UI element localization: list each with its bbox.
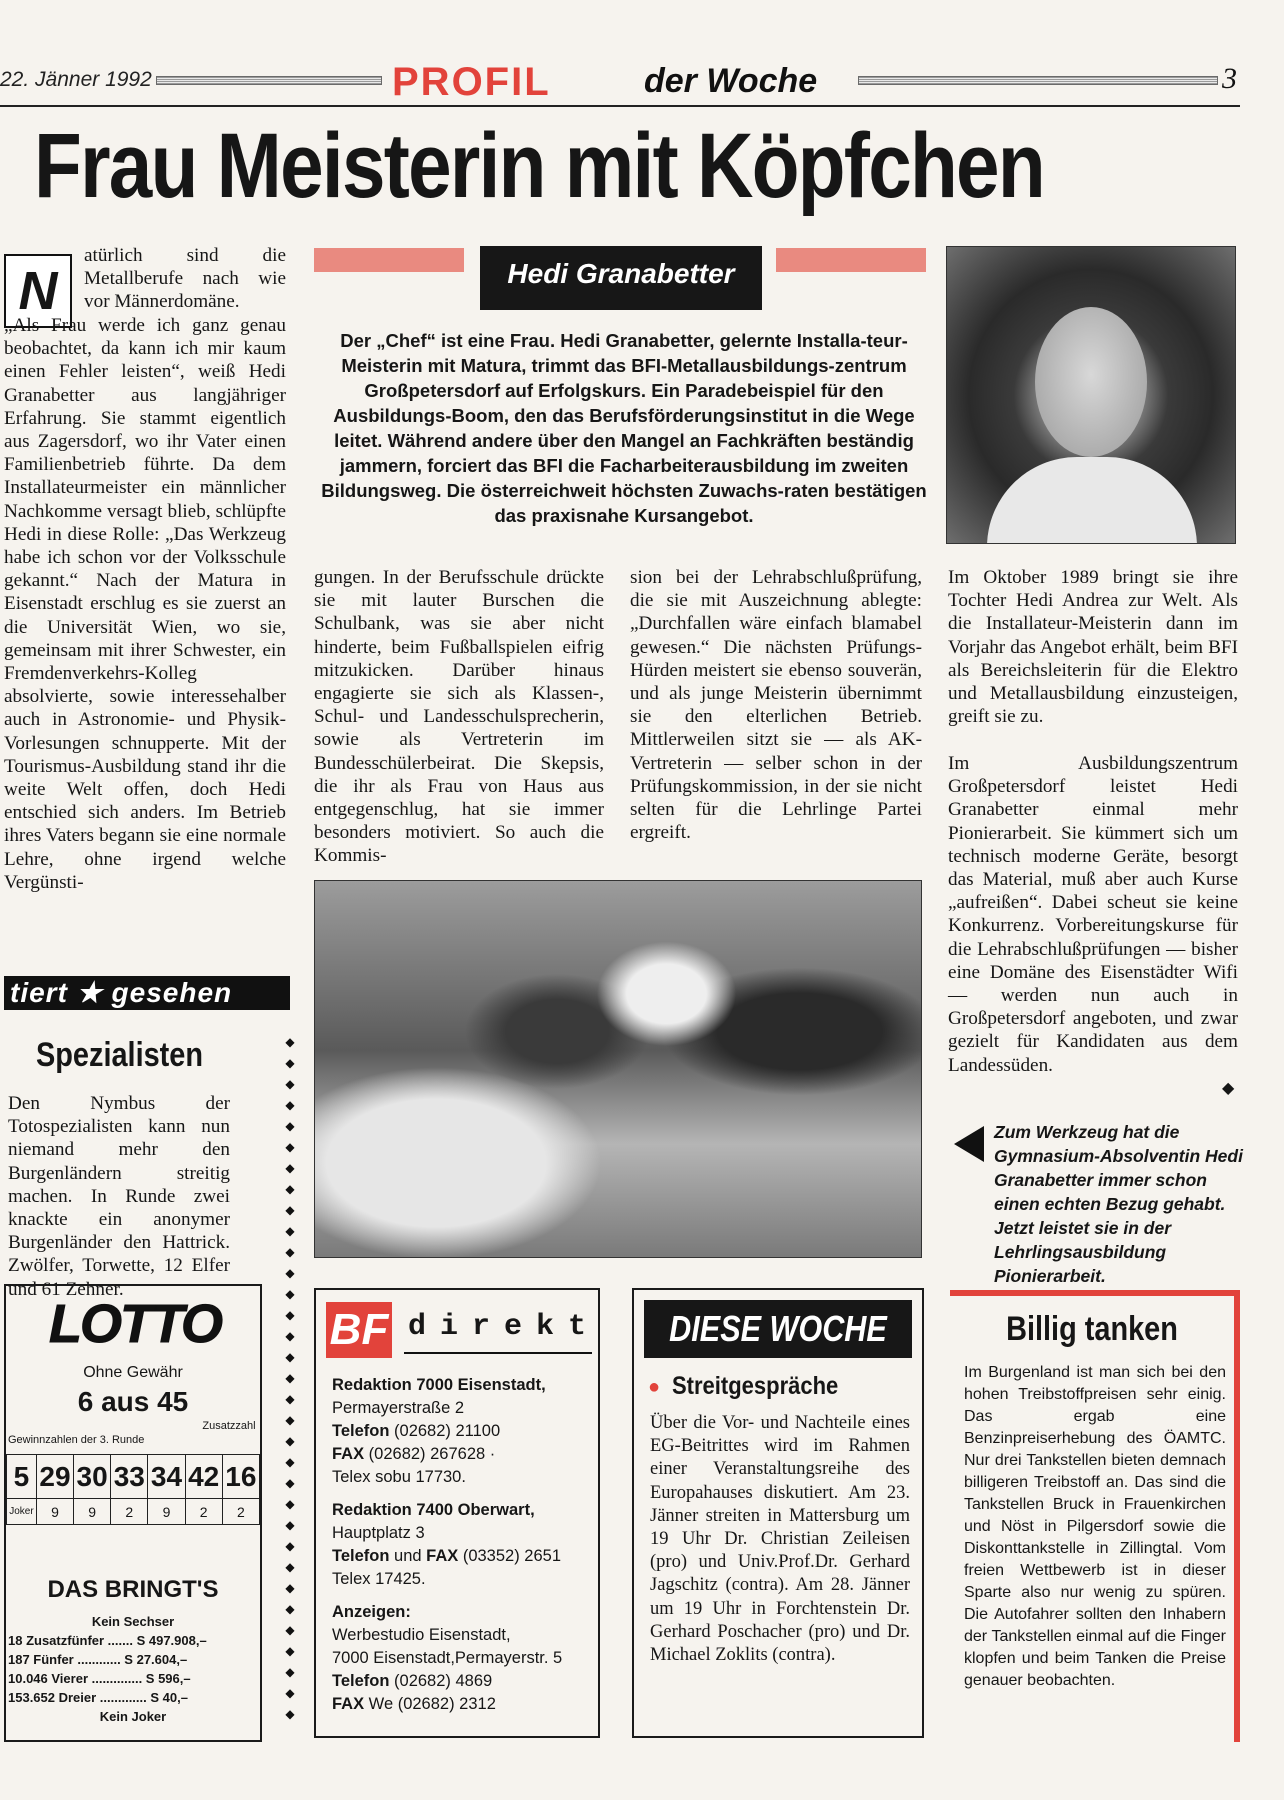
page-number: 3 (1222, 62, 1237, 95)
column-3: sion bei der Lehrabschlußprüfung, die sie mit Auszeichnung ablegte: „Durchfallen wäre einfach blamabel gewesen.“ Die nächsten Prüfungs-Hürden meistert sie ebenso souverän, und als junge Meisterin übernimmt sie den elterlichen Betrieb. Mittlerweilen sitzt sie — als AK-Vertreterin — selber schon in der Prüfungskommission, in der sie nicht selten für die Lehrlinge Partei ergreift. (630, 567, 922, 844)
sidebar-kicker: tiert ★ gesehen (4, 976, 290, 1010)
sidebar-text: Den Nymbus der Totospezialisten kann nun niemand mehr den Burgenländern streitig machen. In Runde zwei knackte ein anonymer Burgenländer den Hattrick. Zwölfer, Torwette, 12 Elfer und 61 Zehner. (8, 1093, 230, 1300)
payout-title: DAS BRINGT'S (47, 1576, 219, 1603)
lotto-game: 6 aus 45 (77, 1386, 189, 1417)
column-1: „Als Frau werde ich ganz genau beobachtet, da kann ich mir kaum einen Fehler leisten“, weiß Hedi Granabetter aus langjähriger Erfahrung. Sie stammt eigentlich aus Zagersdorf, wo ihr Vater einen Familienbetrieb führte. Da dem Installateurmeister ein männlicher Nachkomme versagt blieb, schlüpfte Hedi in diese Rolle: „Das Werkzeug habe ich schon vor der Volksschule gekannt.“ Nach der Matura in Eisenstadt erschlug es sie zuerst an die Universität Wien, wo sie, gemeinsam mit ihrer Schwester, ein Fremdenverkehrs-Kolleg absolvierte, sowie interessehalber auch in Astronomie- und Physik-Vorlesungen schnupperte. Mit der Tourismus-Ausbildung stand ihr die weite Welt offen, doch Hedi entschied sich anders. Im Betrieb ihres Vaters begann sie eine normale Lehre, ohne irgend welche Vergünsti- (4, 315, 286, 893)
section-brand: PROFIL (392, 60, 551, 104)
lotto-logo: LOTTO (49, 1294, 221, 1354)
diese-woche-text: Über die Vor- und Nachteile eines EG-Beitrittes wird im Rahmen einer Veranstaltungsreihe des Europahauses diskutiert. Am 23. Jänner streiten in Mattersburg um 19 Uhr Dr. Christian Zeileisen (pro) und Univ.Prof.Dr. Gerhard Jagschitz (contra). Am 28. Jänner um 19 Uhr in Forchtenstein Dr. Gerhard Poschacher (pro) und Dr. Michael Zoklits (contra). (650, 1413, 910, 1666)
lotto-number: 33 (111, 1455, 148, 1499)
joker-digit: 9 (148, 1499, 185, 1525)
portrait-photo (946, 246, 1236, 544)
photo-caption: Zum Werkzeug hat die Gymnasium-Absolventin Hedi Granabetter immer schon einen echten Bezug gehabt. Jetzt leistet sie in der Lehrlingsausbildung Pionierarbeit. (994, 1122, 1243, 1286)
joker-digit: 9 (74, 1499, 111, 1525)
header-underline (0, 105, 1240, 107)
portrait-face (1035, 307, 1147, 457)
billig-tanken-text: Im Burgenland ist man sich bei den hohen Treibstoffpreisen sehr einig. Das ergab eine Benzinpreiserhebung des ÖAMTC. Nur drei Tankstellen bieten demnach billigeren Treibstoff an. Das sind die Tankstellen Bruck in Frauenkirchen und Nöst in Pilgersdorf sowie die Diskonttankstelle in Zillingtal. Vom freien Wettbewerb ist in dieser Sparte also nur wenig zu spüren. Die Autofahrer sollten den Inhabern der Tankstellen einmal auf die Finger klopfen und beim Tanken die Preise genauer beobachten. (964, 1364, 1226, 1689)
column-1-first: atürlich sind die Metallberufe nach wie vor Männerdomäne. (84, 245, 286, 313)
lotto-numbers (6, 1454, 260, 1525)
lotto-number: 42 (185, 1455, 222, 1499)
lotto-box (4, 1284, 262, 1742)
section-sub: der Woche (644, 62, 818, 100)
payout-line: Kein Sechser (91, 1614, 175, 1629)
joker-digit: 2 (185, 1499, 222, 1525)
drop-cap: N (4, 254, 72, 328)
billig-tanken-title: Billig tanken (1006, 1310, 1178, 1348)
payout-line: 153.652 Dreier ............. S 40,– (8, 1690, 188, 1705)
name-banner (480, 246, 762, 310)
bullet-icon: ● (648, 1376, 661, 1398)
joker-digit: 2 (111, 1499, 148, 1525)
bf-word: direkt (408, 1310, 601, 1344)
lotto-round-label: Gewinnzahlen der 3. Runde (8, 1434, 145, 1446)
article-headline: Frau Meisterin mit Köpfchen (34, 115, 1044, 217)
sidebar-title: Spezialisten (36, 1036, 204, 1074)
diese-woche-heading: Streitgespräche (672, 1372, 839, 1400)
billig-tanken-side-bar (1234, 1290, 1240, 1742)
banner-red-left (314, 248, 464, 272)
article-lead: Der „Chef“ ist eine Frau. Hedi Granabetter, gelernte Installa-teur-Meisterin mit Matura, trimmt das BFI-Metallausbildungs-zentrum Großpetersdorf auf Erfolgskurs. Ein Paradebeispiel für den Ausbildungs-Boom, den das Berufsförderungsinstitut in die Wege leitet. Während andere über den Mangel an Fachkräften beständig jammern, forciert das BFI die Facharbeiterausbildung im zweiten Bildungsweg. Die österreichweit höchsten Zuwachs-raten bestätigen das praxisnahe Kursangebot. (321, 330, 927, 526)
workshop-photo (314, 880, 922, 1258)
portrait-shoulders (987, 457, 1197, 544)
lotto-bonus-number: 16 (222, 1455, 259, 1499)
diese-woche-title-bar: DIESE WOCHE (644, 1300, 912, 1358)
joker-digit: 9 (36, 1499, 73, 1525)
name-banner-text: Hedi Granabetter (507, 258, 735, 289)
bf-logo: BF (326, 1302, 392, 1358)
bf-block: Anzeigen: Werbestudio Eisenstadt, 7000 Eisenstadt,Permayerstr. 5 Telefon (02682) 4869 FAX We (02682) 2312 (332, 1603, 563, 1713)
column-4b: Im Ausbildungszentrum Großpetersdorf leistet Hedi Granabetter einmal mehr Pionierarbeit. Sie kümmert sich um technisch moderne Geräte, besorgt das Material, muß aber auch Kurse „aufreißen“. Dabei scheut sie keine Konkurrenz. Vorbereitungskurse für die Lehrabschlußprüfungen — bisher eine Domäne des Eisenstädter Wifi — werden nun auch in Großpetersdorf angeboten, und zwar gezielt für Kandidaten aus dem Landessüden. (948, 753, 1238, 1076)
bf-block: Redaktion 7400 Oberwart, Hauptplatz 3 Telefon und FAX (03352) 2651 Telex 17425. (332, 1501, 561, 1588)
lotto-number: 30 (74, 1455, 111, 1499)
bf-rule (404, 1352, 592, 1354)
lotto-number: 29 (36, 1455, 73, 1499)
caption-arrow (954, 1126, 984, 1162)
payout-list (8, 1612, 258, 1726)
joker-digit: 2 (222, 1499, 259, 1525)
payout-line: 18 Zusatzfünfer ....... S 497.908,– (8, 1633, 207, 1648)
payout-line: 187 Fünfer ............ S 27.604,– (8, 1652, 188, 1667)
banner-red-right (776, 248, 926, 272)
lotto-number: 34 (148, 1455, 185, 1499)
header-rule-left (156, 76, 382, 85)
billig-tanken-top-bar (950, 1290, 1240, 1296)
diamond-divider: ◆ ◆ ◆ ◆ ◆ ◆ ◆ ◆ ◆ ◆ ◆ ◆ ◆ ◆ ◆ ◆ ◆ ◆ ◆ ◆ ◆ ◆ ◆ ◆ ◆ ◆ ◆ ◆ ◆ ◆ ◆ ◆ ◆ (285, 1035, 295, 1721)
bf-block: Redaktion 7000 Eisenstadt, Permayerstraße 2 Telefon (02682) 21100 FAX (02682) 267628 · Telex sobu 17730. (332, 1376, 546, 1486)
end-mark: ◆ (1222, 1080, 1235, 1097)
lotto-disclaimer: Ohne Gewähr (83, 1364, 183, 1381)
lotto-bonus-label: Zusatzzahl (202, 1420, 256, 1432)
payout-line: 10.046 Vierer .............. S 596,– (8, 1671, 191, 1686)
column-4: Im Oktober 1989 bringt sie ihre Tochter Hedi Andrea zur Welt. Als die Installateur-Meisterin dann im Vorjahr das Angebot erhält, beim BFI als Bereichsleiterin für die Elektro und Metallausbildung einzusteigen, greift sie zu. (948, 567, 1238, 728)
payout-line: Kein Joker (99, 1709, 167, 1724)
lotto-number: 5 (7, 1455, 37, 1499)
diese-woche-box (632, 1288, 924, 1738)
page-header (0, 60, 1284, 110)
header-rule-right (858, 76, 1218, 85)
bf-contacts (332, 1374, 596, 1716)
billig-tanken-box (950, 1290, 1240, 1742)
column-2: gungen. In der Berufsschule drückte sie mit lauter Burschen die Schulbank, was sie aber nicht hinderte, beim Fußballspielen eifrig mitzukicken. Darüber hinaus engagierte sie sich als Klassen-, Schul- und Landesschulsprecherin, sowie als Vertreterin im Bundesschülerbeirat. Die Skepsis, die ihr als Frau von Haus aus entgegenschlug, hat sie immer besonders motiviert. So auch die Kommis- (314, 567, 604, 867)
issue-date: 22. Jänner 1992 (0, 68, 152, 91)
bf-direkt-box (314, 1288, 600, 1738)
joker-label: Joker (7, 1499, 37, 1525)
